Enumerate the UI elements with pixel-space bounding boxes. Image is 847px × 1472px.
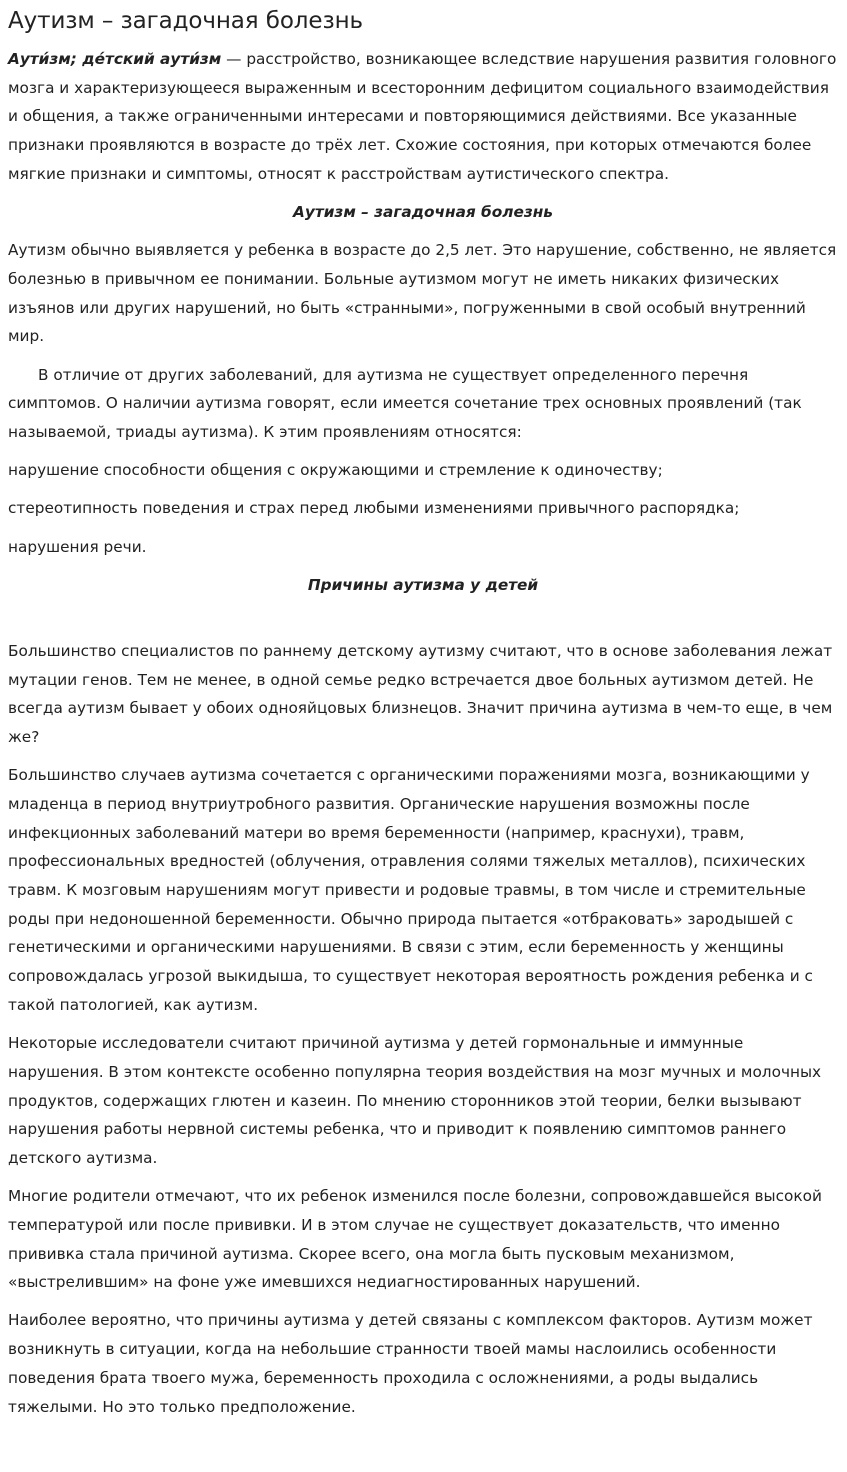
paragraph-detection: Аутизм обычно выявляется у ребенка в возрасте до 2,5 лет. Это нарушение, собственно, не является болезнью в привычном ее понимании. Больные аутизмом могут не иметь никаких физических изъянов или других нарушений, но быть «странными», погруженными в свой особый внутренний мир. (8, 241, 837, 346)
intro-text: — расстройство, возникающее вследствие нарушения развития головного мозга и характеризующееся выраженным и всесторонним дефицитом социального взаимодействия и общения, а также ограниченными интересами и повторяющимися действиями. Все указанные признаки проявляются в возрасте до трёх лет. Схожие состояния, при которых отмечаются более мягкие признаки и симптомы, относят к расстройствам аутистического спектра. (8, 50, 837, 183)
intro-term: Аути́зм; де́тский аути́зм (8, 50, 222, 68)
paragraph-complex-factors: Наиболее вероятно, что причины аутизма у детей связаны с комплексом факторов. Аутизм может возникнуть в ситуации, когда на небольшие странности твоей мамы наслоились особенности поведения брата твоего мужа, беременность проходила с осложнениями, а роды выдались тяжелыми. Но это только предположение. (8, 1311, 813, 1416)
empty-line (8, 609, 838, 637)
section-heading-enigmatic-disease: Аутизм – загадочная болезнь (293, 203, 553, 222)
section-heading-causes: Причины аутизма у детей (307, 575, 539, 594)
paragraph-organic-lesions: Большинство случаев аутизма сочетается с органическими поражениями мозга, возникающими у младенца в период внутриутробного развития. Органические нарушения возможны после инфекционных заболеваний матери во время беременности (например, краснухи), травм, профессиональных вредностей (облучения, отравления солями тяжелых металлов), психических травм. К мозговым нарушениям могут привести и родовые травмы, в том числе и стремительные роды при недоношенной беременности. Обычно природа пытается «отбраковать» зародышей с генетическими и органическими нарушениями. В связи с этим, если беременность у женщины сопровождалась угрозой выкидыша, то существует некоторая вероятность рождения ребенка и с такой патологией, как аутизм. (8, 766, 813, 1014)
page-title: Аутизм – загадочная болезнь (8, 8, 363, 34)
intro-paragraph (8, 45, 838, 189)
symptom-stereotypy: стереотипность поведения и страх перед любыми изменениями привычного распорядка; (8, 499, 740, 518)
paragraph-vaccination: Многие родители отмечают, что их ребенок изменился после болезни, сопровождавшейся высокой температурой или после прививки. И в этом случае не существует доказательств, что именно прививка стала причиной аутизма. Скорее всего, она могла быть пусковым механизмом, «выстрелившим» на фоне уже имевшихся недиагностированных нарушений. (8, 1187, 822, 1292)
paragraph-hormonal: Некоторые исследователи считают причиной аутизма у детей гормональные и иммунные нарушения. В этом контексте особенно популярна теория воздействия на мозг мучных и молочных продуктов, содержащих глютен и казеин. По мнению сторонников этой теории, белки вызывают нарушения работы нервной системы ребенка, что и приводит к появлению симптомов раннего детского аутизма. (8, 1034, 822, 1167)
paragraph-triad: В отличие от других заболеваний, для аутизма не существует определенного перечня симптомов. О наличии аутизма говорят, если имеется сочетание трех основных проявлений (так называемой, триады аутизма). К этим проявлениям относятся: (8, 365, 802, 441)
article (0, 7, 847, 1421)
symptom-speech: нарушения речи. (8, 537, 147, 556)
paragraph-genes: Большинство специалистов по раннему детскому аутизму считают, что в основе заболевания лежат мутации генов. Тем не менее, в одной семье редко встречается двое больных аутизмом детей. Не всегда аутизм бывает у обоих однояйцовых близнецов. Значит причина аутизма в чем-то еще, в чем же? (8, 641, 833, 747)
symptom-communication: нарушение способности общения с окружающими и стремление к одиночеству; (8, 461, 663, 480)
